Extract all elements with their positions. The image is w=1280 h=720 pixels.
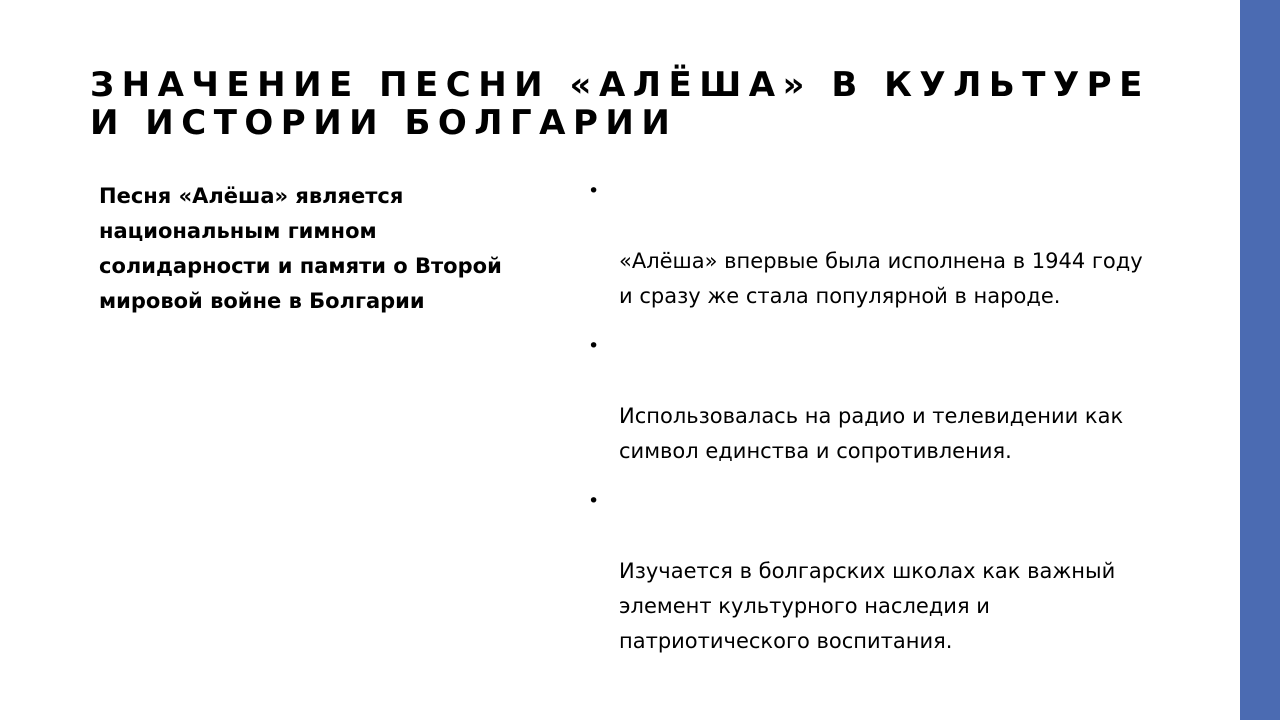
bullet-text: «Алёша» впервые была исполнена в 1944 году и сразу же стала популярной в народе. [619,249,1143,308]
bullet-text: Изучается в болгарских школах как важный элемент культурного наследия и патриотического воспитания. [619,559,1116,653]
bullet-text: Использовалась на радио и телевидении как символ единства и сопротивления. [619,404,1124,463]
bullet-list [585,174,1165,674]
bullet-icon: • [588,180,600,202]
bullet-item-3 [585,484,1165,659]
bullet-item-2 [585,329,1165,469]
slide-title: ЗНАЧЕНИЕ ПЕСНИ «АЛЁША» В КУЛЬТУРЕ И ИСТОРИИ БОЛГАРИИ [90,65,1150,143]
bullet-icon: • [588,335,600,357]
left-summary-text: Песня «Алёша» является национальным гимном солидарности и памяти о Второй мировой войне в Болгарии [99,184,502,313]
bullet-icon: • [588,490,600,512]
accent-side-bar [1240,0,1280,720]
bullet-item-1 [585,174,1165,314]
